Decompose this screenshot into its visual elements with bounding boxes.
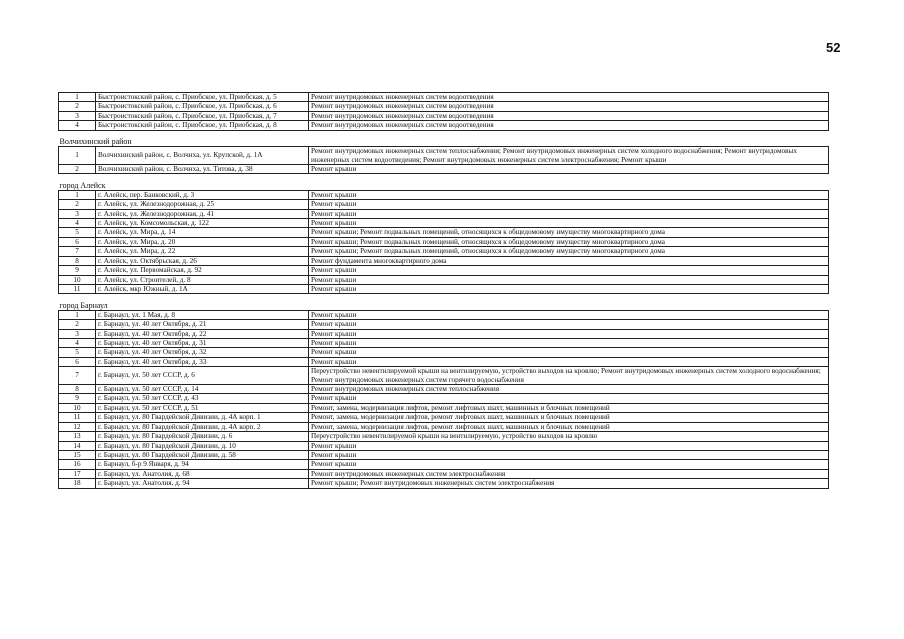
table-row <box>59 403 829 412</box>
table-row <box>59 394 829 403</box>
table-body <box>59 93 829 489</box>
table-row <box>59 93 829 102</box>
work-cell: Ремонт крыши <box>309 339 829 348</box>
address-cell: г. Барнаул, ул. 40 лет Октября, д. 31 <box>96 339 309 348</box>
address-cell: г. Барнаул, ул. Анатолия, д. 68 <box>96 469 309 478</box>
table-row <box>59 441 829 450</box>
table-row <box>59 219 829 228</box>
address-cell: г. Алейск, ул. Железнодорожная, д. 41 <box>96 209 309 218</box>
address-cell: г. Алейск, ул. Железнодорожная, д. 25 <box>96 200 309 209</box>
work-cell: Ремонт, замена, модернизация лифтов, ремонт лифтовых шахт, машинных и блочных помещений <box>309 413 829 422</box>
address-cell: г. Барнаул, ул. 40 лет Октября, д. 21 <box>96 320 309 329</box>
address-cell: г. Барнаул, ул. 50 лет СССР, д. 6 <box>96 367 309 385</box>
section-gap <box>59 130 829 137</box>
table-row <box>59 200 829 209</box>
work-cell: Ремонт внутридомовых инженерных систем теплоснабжения <box>309 385 829 394</box>
row-number: 10 <box>59 275 96 284</box>
repair-table <box>58 92 829 489</box>
row-number: 4 <box>59 121 96 130</box>
row-number: 1 <box>59 147 96 165</box>
row-number: 2 <box>59 320 96 329</box>
row-number: 18 <box>59 479 96 488</box>
table-row <box>59 228 829 237</box>
row-number: 5 <box>59 228 96 237</box>
row-number: 2 <box>59 102 96 111</box>
table-row <box>59 450 829 459</box>
table-row <box>59 164 829 173</box>
table-row <box>59 460 829 469</box>
section-gap <box>59 174 829 181</box>
row-number: 6 <box>59 237 96 246</box>
address-cell: Быстроистокский район, с. Приобское, ул. Приобская, д. 8 <box>96 121 309 130</box>
address-cell: г. Барнаул, ул. 80 Гвардейской Дивизии, д. 58 <box>96 450 309 459</box>
row-number: 7 <box>59 367 96 385</box>
address-cell: Быстроистокский район, с. Приобское, ул. Приобская, д. 7 <box>96 111 309 120</box>
work-cell: Ремонт крыши; Ремонт подвальных помещений, относящихся к общедомовому имуществу многоквартирного дома <box>309 247 829 256</box>
row-number: 17 <box>59 469 96 478</box>
row-number: 14 <box>59 441 96 450</box>
address-cell: г. Барнаул, б-р 9 Января, д. 94 <box>96 460 309 469</box>
table-row <box>59 284 829 293</box>
table-row <box>59 413 829 422</box>
address-cell: г. Алейск, ул. Первомайская, д. 92 <box>96 266 309 275</box>
section-title-row <box>59 181 829 191</box>
work-cell: Ремонт крыши <box>309 320 829 329</box>
address-cell: Волчихинский район, с. Волчиха, ул. Титова, д. 38 <box>96 164 309 173</box>
row-number: 8 <box>59 385 96 394</box>
address-cell: г. Алейск, ул. Мира, д. 20 <box>96 237 309 246</box>
work-cell: Ремонт крыши <box>309 219 829 228</box>
section-title: город Барнаул <box>59 301 829 311</box>
row-number: 11 <box>59 284 96 293</box>
row-number: 2 <box>59 200 96 209</box>
row-number: 4 <box>59 219 96 228</box>
row-number: 3 <box>59 209 96 218</box>
address-cell: г. Барнаул, ул. 80 Гвардейской Дивизии, д. 4А корп. 1 <box>96 413 309 422</box>
row-number: 3 <box>59 329 96 338</box>
row-number: 13 <box>59 432 96 441</box>
table-row <box>59 102 829 111</box>
work-cell: Ремонт крыши <box>309 394 829 403</box>
work-cell: Ремонт крыши <box>309 450 829 459</box>
work-cell: Ремонт крыши <box>309 275 829 284</box>
work-cell: Ремонт крыши <box>309 348 829 357</box>
table-row <box>59 111 829 120</box>
address-cell: г. Барнаул, ул. 80 Гвардейской Дивизии, д. 10 <box>96 441 309 450</box>
document-sheet <box>58 92 828 489</box>
row-number: 2 <box>59 164 96 173</box>
address-cell: г. Алейск, ул. Строителей, д. 8 <box>96 275 309 284</box>
row-number: 1 <box>59 310 96 319</box>
address-cell: г. Барнаул, ул. 40 лет Октября, д. 22 <box>96 329 309 338</box>
address-cell: г. Барнаул, ул. 40 лет Октября, д. 32 <box>96 348 309 357</box>
work-cell: Переустройство невентилируемой крыши на вентилируемую, устройство выходов на кровлю <box>309 432 829 441</box>
address-cell: Волчихинский район, с. Волчиха, ул. Крупской, д. 1А <box>96 147 309 165</box>
table-row <box>59 385 829 394</box>
table-row <box>59 348 829 357</box>
work-cell: Ремонт крыши <box>309 164 829 173</box>
table-row <box>59 422 829 431</box>
address-cell: г. Алейск, ул. Мира, д. 22 <box>96 247 309 256</box>
address-cell: г. Барнаул, ул. Анатолия, д. 94 <box>96 479 309 488</box>
table-row <box>59 209 829 218</box>
row-number: 1 <box>59 93 96 102</box>
row-number: 5 <box>59 348 96 357</box>
row-number: 12 <box>59 422 96 431</box>
work-cell: Ремонт крыши; Ремонт подвальных помещений, относящихся к общедомовому имуществу многоквартирного дома <box>309 237 829 246</box>
work-cell: Ремонт, замена, модернизация лифтов, ремонт лифтовых шахт, машинных и блочных помещений <box>309 403 829 412</box>
section-title: город Алейск <box>59 181 829 191</box>
address-cell: г. Барнаул, ул. 80 Гвардейской Дивизии, д. 4А корп. 2 <box>96 422 309 431</box>
work-cell: Ремонт крыши <box>309 284 829 293</box>
table-row <box>59 121 829 130</box>
address-cell: г. Барнаул, ул. 50 лет СССР, д. 51 <box>96 403 309 412</box>
section-title-row <box>59 137 829 147</box>
work-cell: Ремонт крыши <box>309 460 829 469</box>
work-cell: Ремонт внутридомовых инженерных систем водоотведения <box>309 121 829 130</box>
section-title: Волчихинский район <box>59 137 829 147</box>
table-row <box>59 266 829 275</box>
row-number: 1 <box>59 190 96 199</box>
address-cell: г. Алейск, ул. Мира, д. 14 <box>96 228 309 237</box>
work-cell: Ремонт крыши <box>309 357 829 366</box>
row-number: 4 <box>59 339 96 348</box>
row-number: 8 <box>59 256 96 265</box>
address-cell: г. Барнаул, ул. 50 лет СССР, д. 43 <box>96 394 309 403</box>
table-row <box>59 256 829 265</box>
work-cell: Ремонт крыши <box>309 200 829 209</box>
work-cell: Ремонт внутридомовых инженерных систем водоотведения <box>309 111 829 120</box>
address-cell: г. Барнаул, ул. 1 Мая, д. 8 <box>96 310 309 319</box>
table-row <box>59 275 829 284</box>
table-row <box>59 329 829 338</box>
work-cell: Ремонт крыши <box>309 329 829 338</box>
row-number: 9 <box>59 394 96 403</box>
work-cell: Ремонт, замена, модернизация лифтов, ремонт лифтовых шахт, машинных и блочных помещений <box>309 422 829 431</box>
table-row <box>59 237 829 246</box>
address-cell: г. Алейск, пер. Банковский, д. 3 <box>96 190 309 199</box>
row-number: 6 <box>59 357 96 366</box>
work-cell: Ремонт крыши <box>309 266 829 275</box>
address-cell: г. Алейск, мкр Южный, д. 1А <box>96 284 309 293</box>
table-row <box>59 367 829 385</box>
row-number: 10 <box>59 403 96 412</box>
table-row <box>59 469 829 478</box>
table-row <box>59 479 829 488</box>
table-row <box>59 320 829 329</box>
section-gap <box>59 294 829 301</box>
row-number: 7 <box>59 247 96 256</box>
row-number: 3 <box>59 111 96 120</box>
address-cell: г. Алейск, ул. Комсомольская, д. 122 <box>96 219 309 228</box>
table-row <box>59 190 829 199</box>
address-cell: Быстроистокский район, с. Приобское, ул. Приобская, д. 6 <box>96 102 309 111</box>
table-row <box>59 357 829 366</box>
work-cell: Ремонт внутридомовых инженерных систем теплоснабжения; Ремонт внутридомовых инженерных систем холодного водоснабжения; Ремонт внутридомовых инженерных систем водоотведения; Ремонт внутридомовых инженерных систем электроснабжения; Ремонт крыши <box>309 147 829 165</box>
work-cell: Ремонт крыши <box>309 441 829 450</box>
work-cell: Ремонт фундамента многоквартирного дома <box>309 256 829 265</box>
work-cell: Ремонт крыши <box>309 209 829 218</box>
table-row <box>59 310 829 319</box>
section-title-row <box>59 301 829 311</box>
row-number: 15 <box>59 450 96 459</box>
row-number: 16 <box>59 460 96 469</box>
work-cell: Ремонт внутридомовых инженерных систем водоотведения <box>309 93 829 102</box>
work-cell: Ремонт внутридомовых инженерных систем водоотведения <box>309 102 829 111</box>
work-cell: Переустройство невентилируемой крыши на вентилируемую, устройство выходов на кровлю; Ремонт внутридомовых инженерных систем холодного водоснабжения; Ремонт внутридомовых инженерных систем горячего водоснабжения <box>309 367 829 385</box>
work-cell: Ремонт крыши; Ремонт внутридомовых инженерных систем электроснабжения <box>309 479 829 488</box>
table-row <box>59 247 829 256</box>
work-cell: Ремонт крыши <box>309 310 829 319</box>
work-cell: Ремонт внутридомовых инженерных систем электроснабжения <box>309 469 829 478</box>
address-cell: г. Барнаул, ул. 50 лет СССР, д. 14 <box>96 385 309 394</box>
address-cell: г. Барнаул, ул. 40 лет Октября, д. 33 <box>96 357 309 366</box>
table-row <box>59 147 829 165</box>
address-cell: Быстроистокский район, с. Приобское, ул. Приобская, д. 5 <box>96 93 309 102</box>
page-number: 52 <box>826 40 841 55</box>
row-number: 11 <box>59 413 96 422</box>
table-row <box>59 339 829 348</box>
row-number: 9 <box>59 266 96 275</box>
table-row <box>59 432 829 441</box>
address-cell: г. Барнаул, ул. 80 Гвардейской Дивизии, д. 6 <box>96 432 309 441</box>
work-cell: Ремонт крыши <box>309 190 829 199</box>
work-cell: Ремонт крыши; Ремонт подвальных помещений, относящихся к общедомовому имуществу многоквартирного дома <box>309 228 829 237</box>
address-cell: г. Алейск, ул. Октябрьская, д. 26 <box>96 256 309 265</box>
